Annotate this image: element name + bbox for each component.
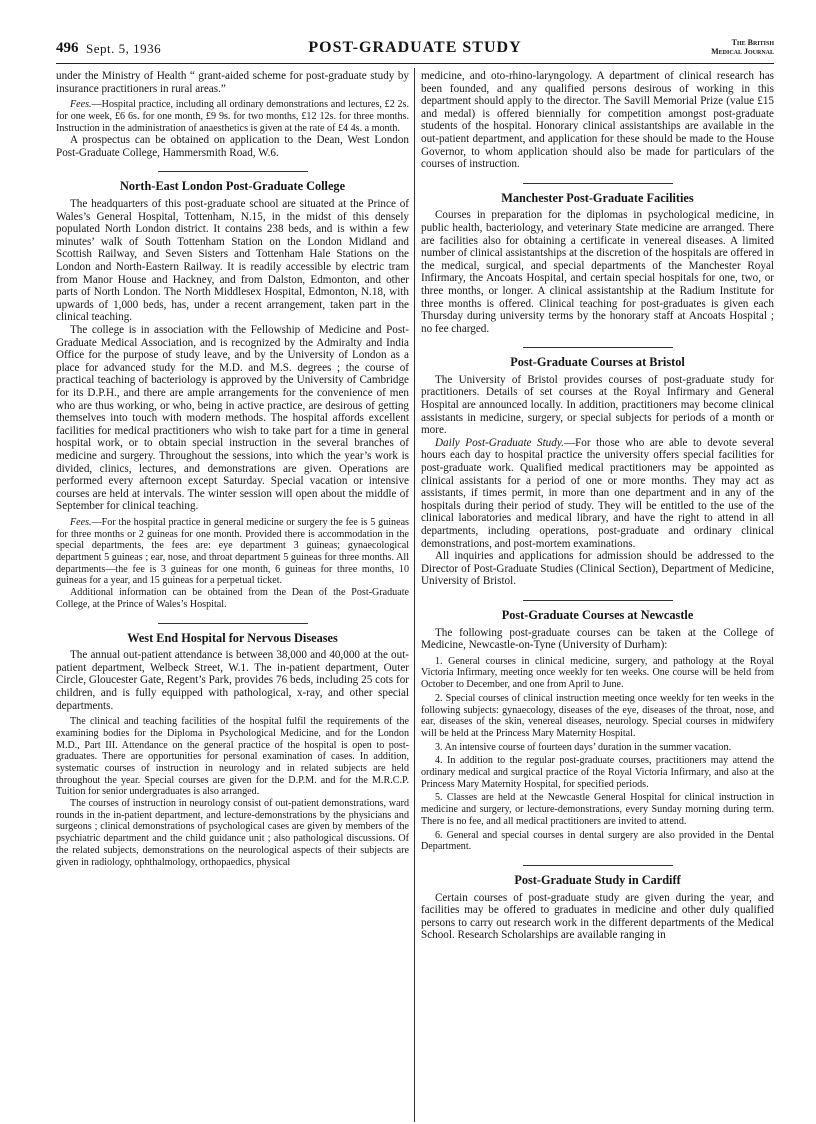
list-item: 3. An intensive course of fourteen days’ duration in the summer vacation. xyxy=(435,741,732,753)
header-rule xyxy=(56,63,774,64)
page-header xyxy=(56,38,774,64)
journal-name-line1: The British xyxy=(731,38,774,47)
bristol-daily-study xyxy=(421,437,774,550)
fees-paragraph xyxy=(56,99,409,134)
bristol-para-1: The University of Bristol provides courses of post-graduate study for practitioners. Details of set courses at the Royal Infirmary and General Hospital are announced locally. In addition, practitioners may become clinical assistants in medicine, surgery, or special subjects for periods of a month or more. xyxy=(421,373,774,437)
list-item: 1. General courses in clinical medicine, surgery, and pathology at the Royal Victoria Infirmary, meeting once weekly for ten weeks. One course will be held from October to December, and one from April to June. xyxy=(421,655,774,691)
newcastle-course-list xyxy=(421,656,774,853)
section-separator xyxy=(523,183,673,184)
section-separator xyxy=(158,171,308,172)
manchester-para-1: Courses in preparation for the diplomas in psychological medicine, in public health, bacteriology, and veterinary State medicine are arranged. There are facilities also for obtaining a certificate in venereal diseases. A limited number of clinical assistantships at the discretion of the hospitals are offered in the medical, surgical, and special departments of the Manchester Royal Infirmary, the Ancoats Hospital, and certain special hospitals for one, two, or three months, or longer. A clinical assistantship at the Radium Institute for three months is offered. Clinical teaching for post-graduates is given each Thursday during university terms by the honorary staff at Ancoats Hospital ; no fee charged. xyxy=(421,209,774,335)
continuation-paragraph: medicine, and oto-rhino-laryngology. A department of clinical research has been founded, and any qualified persons desirous of working in this department should apply to the director. The Savill Memorial Prize (value £15 and medal) is offered biennially for competition amongst post-graduate students of the hospital. Honorary clinical assistantships are available in the out-patient department, and application for these should be made to the House Governor, to whom application should also be made for particulars of the courses of instruction. xyxy=(421,70,774,171)
north-east-additional: Additional information can be obtained from the Dean of the Post-Graduate College, at the Prince of Wales’s Hospital. xyxy=(56,587,409,610)
north-east-fees-text: —For the hospital practice in general medicine or surgery the fee is 5 guineas for three months or 2 guineas for one month. Provided there is accommodation in the special departments, the fees are: eye department 3 guineas; gynaecological department 5 guineas ; ear, nose, and throat department 5 guineas for three months. All departments—the fee is 3 guineas for one month, 6 guineas for three months, 10 guineas for a year, and 15 guineas for a perpetual ticket. xyxy=(56,516,409,587)
fees-label: Fees. xyxy=(70,99,92,111)
north-east-para-2: The college is in association with the Fellowship of Medicine and Post-Graduate Medical Association, and is recognized by the Admiralty and India Office for the purpose of study leave, and by the University of London as a place for advanced study for the M.D. and M.S. degrees ; the course of practical teaching of bacteriology is approved by the University of Cambridge for its D.P.H., and there are ample arrangements for the convenience of men who are thus working, or who, being in active practice, are desirous of getting themselves into touch with modern methods. The hospital affords excellent facilities for medical practitioners who wish to take part for a time in general hospital work, or to obtain special instruction in the several branches of medicine and surgery. Throughout the sessions, into which the year’s work is divided, clinics, lectures, and demonstrations are given. Operations are performed every afternoon except Saturday. Special vacation or intensive courses are held at intervals. The winter session will open about the middle of September for clinical teaching. xyxy=(56,324,409,513)
section-separator xyxy=(523,600,673,601)
section-separator xyxy=(523,347,673,348)
newcastle-intro: The following post-graduate courses can be taken at the College of Medicine, Newcastle-on-Tyne (University of Durham): xyxy=(421,626,774,652)
running-title: POST-GRADUATE STUDY xyxy=(308,39,522,56)
cardiff-heading: Post-Graduate Study in Cardiff xyxy=(514,873,681,887)
prospectus-paragraph: A prospectus can be obtained on application to the Dean, West London Post-Graduate College, Hammersmith Road, W.6. xyxy=(56,134,409,159)
bristol-daily-label: Daily Post-Graduate Study. xyxy=(435,436,564,449)
bristol-daily-text: —For those who are able to devote several hours each day to hospital practice the university offers special facilities for post-graduate work. Qualified medical practitioners may be appointed as clinical assistants for a period of one or more months. They may act as assistants, if times permit, in more than one department and in any of the hospitals during their period of study. They will be entitled to the use of the clinical laboratories and medical library, and have the right to attend in all departments, including operations, post-graduate and ordinary clinical demonstrations, and post-mortem examinations. xyxy=(421,436,774,550)
right-column xyxy=(421,70,774,942)
manchester-heading: Manchester Post-Graduate Facilities xyxy=(501,190,694,205)
north-east-fees xyxy=(56,517,409,587)
section-separator xyxy=(158,623,308,624)
column-divider xyxy=(414,68,415,1122)
list-item: 4. In addition to the regular post-graduate courses, practitioners may attend the ordinary medical and surgical practice of the Royal Victoria Infirmary, and also at the Princess Mary Maternity Hospital, for specified periods. xyxy=(421,755,774,790)
west-end-para-1: The annual out-patient attendance is between 38,000 and 40,000 at the out-patient department, Welbeck Street, W.1. The in-patient department, Outer Circle, Gloucester Gate, Regent’s Park, provides 76 beds, including 25 cots for children, and is fully equipped with pathological, x-ray, and other special departments. xyxy=(56,649,409,712)
intro-paragraph: under the Ministry of Health “ grant-aided scheme for post-graduate study by insurance practitioners in rural areas.” xyxy=(56,70,409,95)
north-east-heading: North-East London Post-Graduate College xyxy=(119,179,346,194)
list-item: 2. Special courses of clinical instruction meeting once weekly for ten weeks in the following subjects: gynaecology, diseases of the eye, diseases of the throat, nose, and ear, diseases of the skin, venereal diseases, neurology. Special courses in midwifery will be held at the Princess Mary Maternity Hospital. xyxy=(421,692,774,739)
section-separator xyxy=(523,865,673,866)
journal-name-line2: Medical Journal xyxy=(711,47,774,56)
cardiff-para-1: Certain courses of post-graduate study are given during the year, and facilities may be offered to graduates in medicine and other duly qualified persons to carry out research work in the different departments of the Medical School. Research Scholarships are available ranging in xyxy=(421,891,774,942)
west-end-para-2: The clinical and teaching facilities of the hospital fulfil the requirements of the examining bodies for the Diploma in Psychological Medicine, and for the London M.D., Part III. Attendance on the general practice of the hospital is open to post-graduates. There are opportunities for personal examination of cases. In addition, systematic courses of instruction in neurology and in related subjects are held throughout the year. Special courses are given for the D.P.M. and for the M.R.C.P. Tuition for senior undergraduates is also arranged. xyxy=(56,716,409,798)
page-number: 496 xyxy=(56,40,79,56)
west-end-heading: West End Hospital for Nervous Diseases xyxy=(127,630,338,645)
issue-date: Sept. 5, 1936 xyxy=(86,41,162,56)
north-east-para-1: The headquarters of this post-graduate school are situated at the Prince of Wales’s General Hospital, Tottenham, N.15, in the midst of this densely populated North London district. It contains 238 beds, and is within a few minutes’ walk of South Tottenham Station on the London Midland and Scottish Railway, and Seven Sisters and Tottenham Hale Stations on the London and North-Eastern Railway. It is readily accessible by electric tram from Manor House and Hackney, and from Dalston, Edmonton, and other parts of North London. The North Middlesex Hospital, Edmonton, N.18, with upwards of 1,000 beds, has, under a recent arrangement, taken part in the clinical teaching. xyxy=(56,198,409,324)
west-end-para-3: The courses of instruction in neurology consist of out-patient demonstrations, ward rounds in the in-patient department, and lecture-demonstrations by the physicians and surgeons ; clinical demonstrations of psychological cases are given by members of the psychiatric department and the child guidance unit ; also pathological discussions. Of the related subjects, demonstrations on the neurological aspects of their subjects are given in radiology, ophthalmology, orthopaedics, physical xyxy=(56,798,409,868)
left-column xyxy=(56,70,409,868)
list-item: 6. General and special courses in dental surgery are also provided in the Dental Department. xyxy=(421,829,774,853)
list-item: 5. Classes are held at the Newcastle General Hospital for clinical instruction in medicine and surgery, or lecture-demonstrations, every Sunday morning during term. There is no fee, and all medical practitioners are invited to attend. xyxy=(421,792,774,827)
journal-name xyxy=(711,38,774,56)
north-east-fees-label: Fees. xyxy=(70,516,92,528)
newcastle-heading: Post-Graduate Courses at Newcastle xyxy=(501,607,694,622)
bristol-inquiries: All inquiries and applications for admission should be addressed to the Director of Post-Graduate Studies (Clinical Section), Department of Medicine, University of Bristol. xyxy=(421,550,774,588)
bristol-heading: Post-Graduate Courses at Bristol xyxy=(510,355,685,370)
fees-text: —Hospital practice, including all ordinary demonstrations and lectures, £2 2s. for one week, £6 6s. for one month, £9 9s. for two months, £12 12s. for three months. Instruction in the administration of anaesthetics is given at the rate of £4 4s. a month. xyxy=(56,99,409,134)
